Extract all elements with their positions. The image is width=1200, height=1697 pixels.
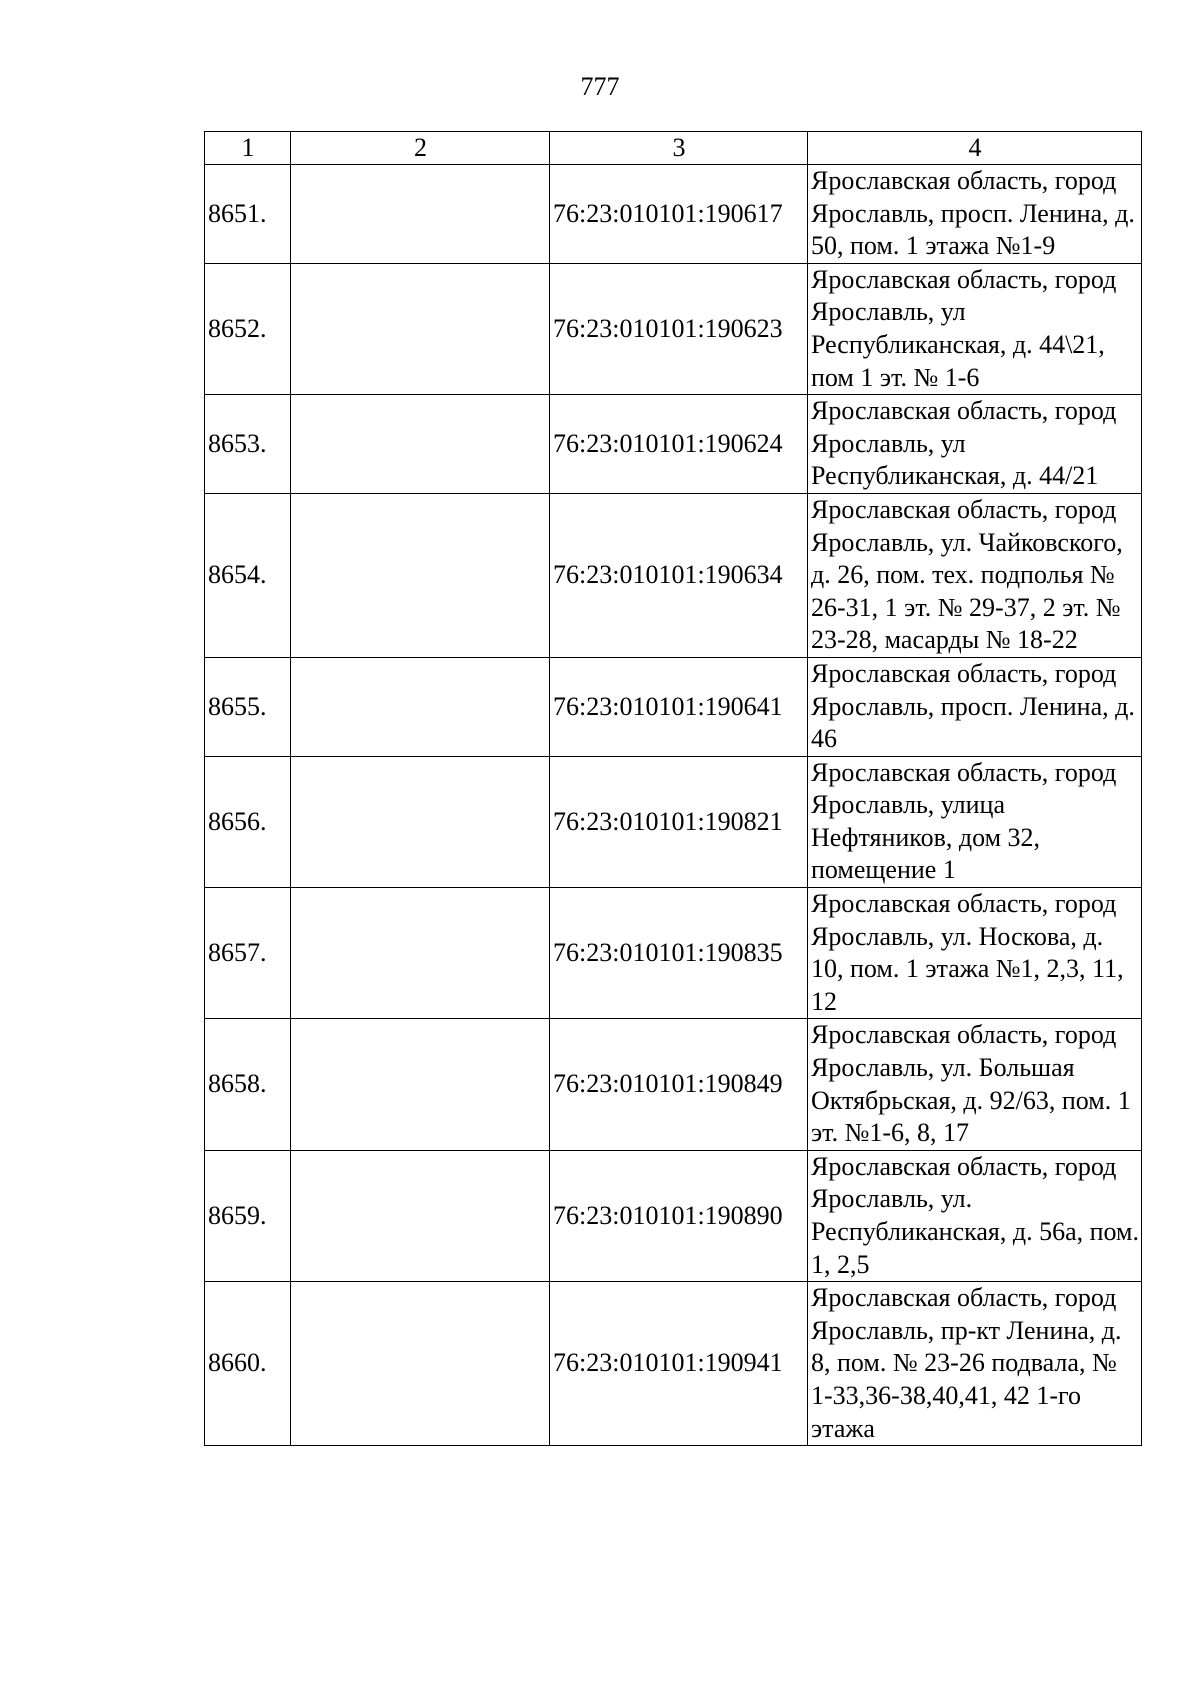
row-number: 8659. bbox=[205, 1150, 291, 1281]
row-name bbox=[291, 395, 550, 494]
table-row bbox=[205, 756, 1142, 887]
row-address: Ярославская область, город Ярославль, ул Республиканская, д. 44/21 bbox=[808, 395, 1142, 494]
row-number: 8658. bbox=[205, 1019, 291, 1150]
row-name bbox=[291, 888, 550, 1019]
row-cadastral-number: 76:23:010101:190623 bbox=[550, 263, 808, 394]
column-header-3: 3 bbox=[550, 132, 808, 165]
table-row bbox=[205, 395, 1142, 494]
row-address: Ярославская область, город Ярославль, ул Республиканская, д. 44\21, пом 1 эт. № 1-6 bbox=[808, 263, 1142, 394]
row-name bbox=[291, 1282, 550, 1446]
column-header-1: 1 bbox=[205, 132, 291, 165]
row-address: Ярославская область, город Ярославль, просп. Ленина, д. 46 bbox=[808, 657, 1142, 756]
row-cadastral-number: 76:23:010101:190641 bbox=[550, 657, 808, 756]
table-row bbox=[205, 888, 1142, 1019]
row-number: 8651. bbox=[205, 165, 291, 264]
row-cadastral-number: 76:23:010101:190617 bbox=[550, 165, 808, 264]
row-number: 8660. bbox=[205, 1282, 291, 1446]
table-row bbox=[205, 1150, 1142, 1281]
table-row bbox=[205, 1282, 1142, 1446]
row-name bbox=[291, 1150, 550, 1281]
table-header-row bbox=[205, 132, 1142, 165]
row-number: 8656. bbox=[205, 756, 291, 887]
table-row bbox=[205, 657, 1142, 756]
row-name bbox=[291, 165, 550, 264]
column-header-4: 4 bbox=[808, 132, 1142, 165]
row-number: 8655. bbox=[205, 657, 291, 756]
row-cadastral-number: 76:23:010101:190624 bbox=[550, 395, 808, 494]
row-cadastral-number: 76:23:010101:190835 bbox=[550, 888, 808, 1019]
table-row bbox=[205, 263, 1142, 394]
row-name bbox=[291, 756, 550, 887]
table-row bbox=[205, 165, 1142, 264]
row-name bbox=[291, 493, 550, 657]
row-number: 8652. bbox=[205, 263, 291, 394]
row-address: Ярославская область, город Ярославль, улица Нефтяников, дом 32, помещение 1 bbox=[808, 756, 1142, 887]
row-cadastral-number: 76:23:010101:190634 bbox=[550, 493, 808, 657]
row-cadastral-number: 76:23:010101:190849 bbox=[550, 1019, 808, 1150]
row-number: 8654. bbox=[205, 493, 291, 657]
row-address: Ярославская область, город Ярославль, ул. Большая Октябрьская, д. 92/63, пом. 1 эт. №1-6, 8, 17 bbox=[808, 1019, 1142, 1150]
row-number: 8657. bbox=[205, 888, 291, 1019]
registry-table bbox=[204, 131, 1142, 1446]
row-name bbox=[291, 263, 550, 394]
table-row bbox=[205, 493, 1142, 657]
table-row bbox=[205, 1019, 1142, 1150]
row-address: Ярославская область, город Ярославль, ул. Республиканская, д. 56а, пом. 1, 2,5 bbox=[808, 1150, 1142, 1281]
row-address: Ярославская область, город Ярославль, ул. Чайковского, д. 26, пом. тех. подполья № 26-31, 1 эт. № 29-37, 2 эт. № 23-28, масарды № 18-22 bbox=[808, 493, 1142, 657]
row-cadastral-number: 76:23:010101:190941 bbox=[550, 1282, 808, 1446]
row-address: Ярославская область, город Ярославль, просп. Ленина, д. 50, пом. 1 этажа №1-9 bbox=[808, 165, 1142, 264]
column-header-2: 2 bbox=[291, 132, 550, 165]
row-name bbox=[291, 1019, 550, 1150]
row-address: Ярославская область, город Ярославль, ул. Носкова, д. 10, пом. 1 этажа №1, 2,3, 11, 12 bbox=[808, 888, 1142, 1019]
row-address: Ярославская область, город Ярославль, пр-кт Ленина, д. 8, пом. № 23-26 подвала, № 1-33,36-38,40,41, 42 1-го этажа bbox=[808, 1282, 1142, 1446]
row-name bbox=[291, 657, 550, 756]
row-cadastral-number: 76:23:010101:190890 bbox=[550, 1150, 808, 1281]
page-number: 777 bbox=[580, 72, 620, 101]
row-cadastral-number: 76:23:010101:190821 bbox=[550, 756, 808, 887]
row-number: 8653. bbox=[205, 395, 291, 494]
